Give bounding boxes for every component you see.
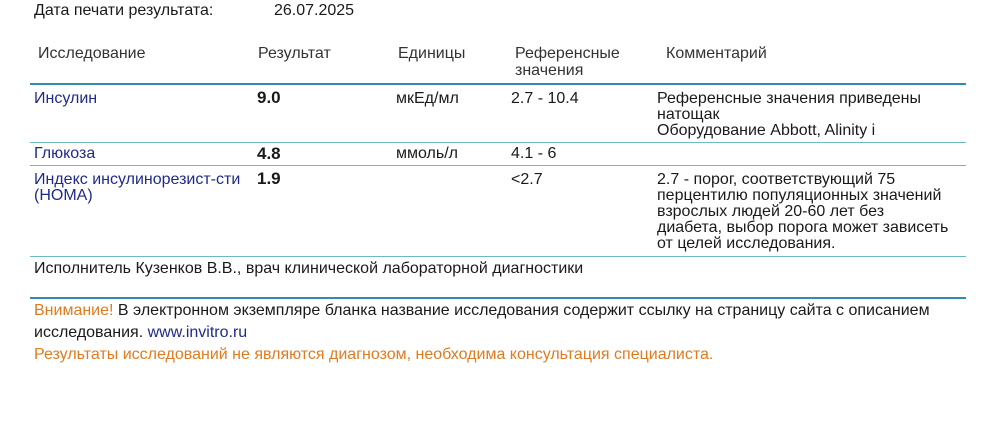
header-reference-line2: значения	[515, 62, 584, 79]
row-insulin-units: мкЕд/мл	[396, 90, 459, 107]
header-result: Результат	[258, 45, 331, 62]
notice-line1	[34, 300, 930, 322]
comment-line: взрослых людей 20-60 лет без	[657, 203, 885, 220]
header-units: Единицы	[398, 45, 466, 62]
header-reference-line1: Референсные	[515, 45, 620, 62]
comment-line: перцентилю популяционных значений	[657, 187, 942, 204]
notice-block	[34, 300, 930, 366]
row-homa-name-line2: (HOMA)	[34, 187, 93, 204]
row-homa-comment	[657, 172, 948, 252]
header-divider	[30, 83, 966, 85]
row-insulin-result: 9.0	[257, 88, 281, 107]
notice-text-part1: В электронном экземпляре бланка название исследования содержит ссылку на страницу сайта с описанием	[113, 302, 930, 319]
row-homa-reference: <2.7	[511, 171, 543, 188]
print-date-value: 26.07.2025	[274, 2, 355, 19]
footer-divider	[30, 297, 966, 299]
notice-line2	[34, 322, 930, 344]
row-insulin-name[interactable]: Инсулин	[34, 90, 98, 107]
row-divider	[30, 256, 966, 257]
comment-line: 2.7 - порог, соответствующий 75	[657, 171, 896, 188]
notice-text-part2: исследования.	[34, 324, 148, 341]
comment-line: от целей исследования.	[657, 235, 836, 252]
row-homa-result: 1.9	[257, 169, 281, 188]
row-insulin-reference: 2.7 - 10.4	[511, 90, 579, 107]
row-glucose-result: 4.8	[257, 144, 281, 163]
comment-line: Референсные значения приведены	[657, 90, 922, 107]
comment-line: натощак	[657, 106, 720, 123]
header-comment: Комментарий	[666, 45, 767, 62]
row-glucose-reference: 4.1 - 6	[511, 145, 557, 162]
comment-line: диабета, выбор порога может зависеть	[657, 219, 949, 236]
row-insulin-comment	[657, 91, 921, 139]
row-divider	[30, 165, 966, 166]
disclaimer: Результаты исследований не являются диагнозом, необходима консультация специалиста.	[34, 346, 714, 363]
row-homa-name-line1: Индекс инсулинорезист-сти	[34, 171, 241, 188]
attention-label: Внимание!	[34, 302, 114, 319]
row-glucose-name[interactable]: Глюкоза	[34, 145, 96, 162]
header-reference	[515, 45, 620, 79]
invitro-link[interactable]: www.invitro.ru	[147, 324, 248, 341]
row-homa-name[interactable]	[34, 172, 240, 204]
print-date-label: Дата печати результата:	[34, 2, 214, 19]
comment-line: Оборудование Abbott, Alinity i	[657, 122, 876, 139]
header-test: Исследование	[38, 45, 146, 62]
row-glucose-units: ммоль/л	[396, 145, 458, 162]
performer: Исполнитель Кузенков В.В., врач клинической лабораторной диагностики	[34, 260, 584, 277]
row-divider	[30, 142, 966, 143]
